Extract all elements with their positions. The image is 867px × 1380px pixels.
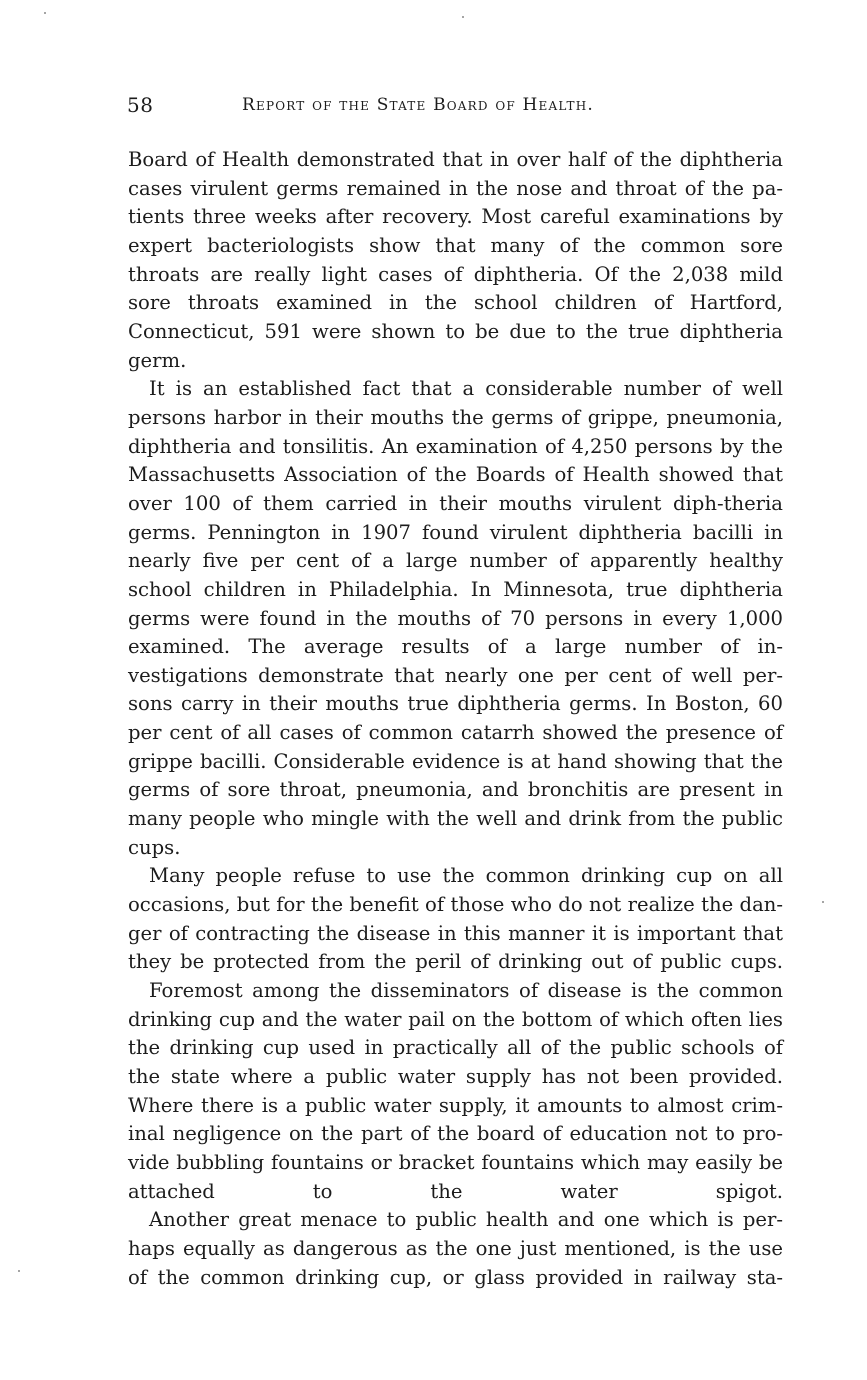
page-header bbox=[127, 93, 784, 123]
paper-speck bbox=[462, 16, 464, 18]
paragraph-5: Another great menace to public health and one which is per-haps equally as dangerous as the one just mentioned, is the use of the common drinking cup, or glass provided in railway sta- bbox=[128, 1208, 783, 1289]
paragraph-4: Foremost among the disseminators of disease is the common drinking cup and the water pail on the bottom of which often lies the drinking cup used in practically all of the public schools of the state where a public water supply has not been provided. Where there is a public water supply, it amounts to almost crim-inal negligence on the part of the board of education not to pro-vide bubbling fountains or bracket fountains which may easily be attached to the water spigot. bbox=[128, 979, 783, 1203]
paragraph-3: Many people refuse to use the common drinking cup on all occasions, but for the benefit of those who do not realize the dan-ger of contracting the disease in this manner it is important that they be protected from the peril of drinking out of public cups. bbox=[128, 864, 783, 974]
paper-speck bbox=[18, 1270, 20, 1272]
page-number: 58 bbox=[127, 93, 154, 117]
body-text bbox=[128, 146, 783, 1292]
paper-speck bbox=[822, 901, 824, 903]
paragraph-2: It is an established fact that a considerable number of well persons harbor in their mouths the germs of grippe, pneumonia, diphtheria and tonsilitis. An examination of 4,250 persons by the Massachusetts Association of the Boards of Health showed that over 100 of them carried in their mouths virulent diph-theria germs. Pennington in 1907 found virulent diphtheria bacilli in nearly five per cent of a large number of apparently healthy school children in Philadelphia. In Minnesota, true diphtheria germs were found in the mouths of 70 persons in every 1,000 examined. The average results of a large number of in-vestigations demonstrate that nearly one per cent of well per-sons carry in their mouths true diphtheria germs. In Boston, 60 per cent of all cases of common catarrh showed the presence of grippe bacilli. Considerable evidence is at hand showing that the germs of sore throat, pneumonia, and bronchitis are present in many people who mingle with the well and drink from the public cups. bbox=[128, 377, 783, 859]
paragraph-1: Board of Health demonstrated that in over half of the diphtheria cases virulent germs remained in the nose and throat of the pa-tients three weeks after recovery. Most careful examinations by expert bacteriologists show that many of the common sore throats are really light cases of diphtheria. Of the 2,038 mild sore throats examined in the school children of Hartford, Connecticut, 591 were shown to be due to the true diphtheria germ. bbox=[128, 148, 783, 372]
paper-speck bbox=[44, 12, 46, 14]
running-head: Report of the State Board of Health. bbox=[242, 95, 595, 115]
